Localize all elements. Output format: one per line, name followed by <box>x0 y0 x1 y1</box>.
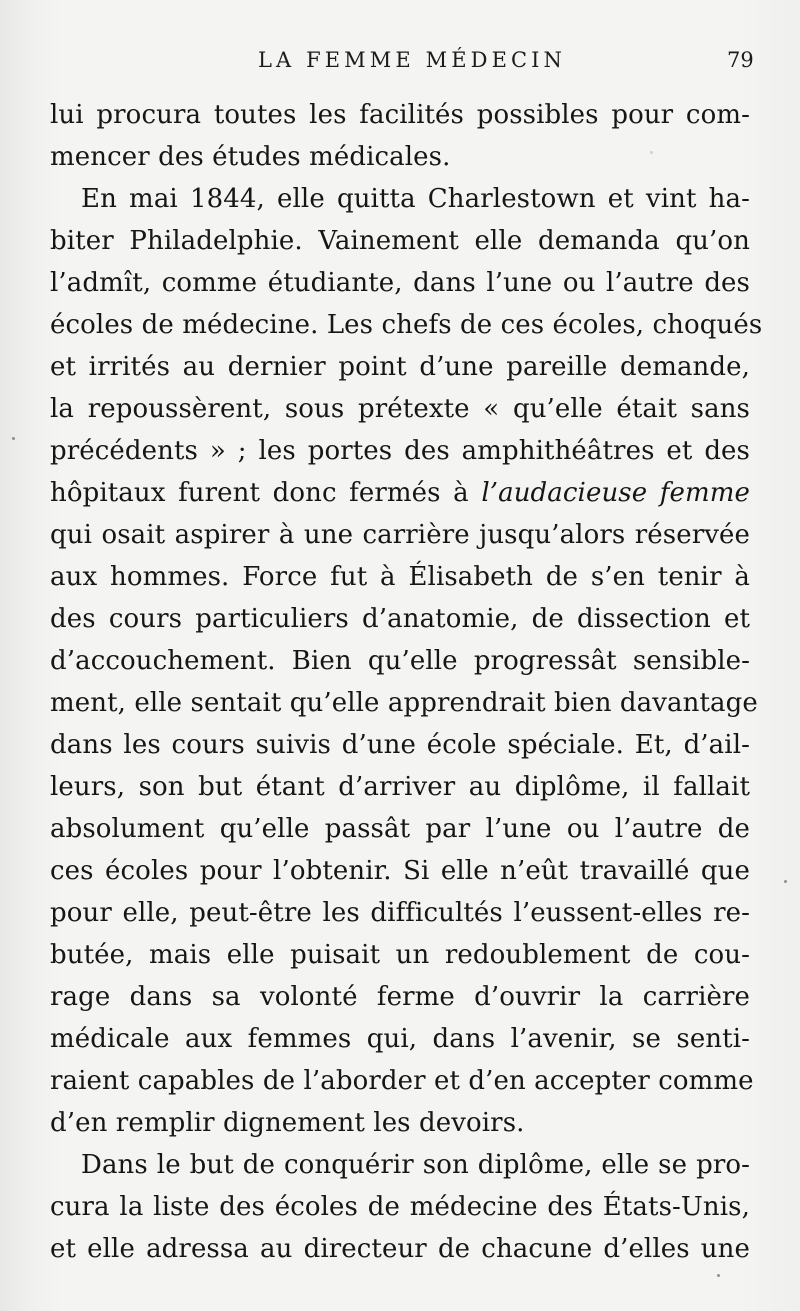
text-line-27: cura la liste des écoles de médecine des États-Unis, <box>50 1192 750 1222</box>
scan-speck <box>717 1274 720 1277</box>
text-line-11: qui osait aspirer à une carrière jusqu’alors réservée <box>50 520 750 550</box>
running-head-title: LA FEMME MÉDECIN <box>258 48 567 72</box>
text-line-13: des cours particuliers d’anatomie, de dissection et <box>50 604 750 634</box>
text-line-14: d’accouchement. Bien qu’elle progressât sensible- <box>50 646 750 676</box>
scan-speck <box>784 880 787 883</box>
text-line-17: leurs, son but étant d’arriver au diplôme, il fallait <box>50 772 750 802</box>
text-line-2: mencer des études médicales. <box>50 142 451 172</box>
running-head <box>0 45 800 81</box>
text-line-9: précédents » ; les portes des amphithéâtres et des <box>50 436 750 466</box>
scan-speck <box>12 437 15 440</box>
text-line-25: d’en remplir dignement les devoirs. <box>50 1108 525 1138</box>
text-line-3: En mai 1844, elle quitta Charlestown et vint ha- <box>81 184 750 214</box>
text-line-28: et elle adressa au directeur de chacune d’elles une <box>50 1234 750 1264</box>
text-line-10-roman: hôpitaux furent donc fermés à <box>50 478 482 508</box>
text-line-24: raient capables de l’aborder et d’en accepter comme <box>50 1066 754 1096</box>
body-text <box>50 94 763 1270</box>
text-line-15: ment, elle sentait qu’elle apprendrait bien davantage <box>50 688 758 718</box>
text-line-12: aux hommes. Force fut à Élisabeth de s’en tenir à <box>50 562 750 592</box>
text-line-7: et irrités au dernier point d’une pareille demande, <box>50 352 750 382</box>
text-line-10-italic: l’audacieuse femme <box>481 478 751 508</box>
text-line-5: l’admît, comme étudiante, dans l’une ou l’autre des <box>50 268 750 298</box>
text-line-21: butée, mais elle puisait un redoublement de cou- <box>50 940 750 970</box>
text-line-18: absolument qu’elle passât par l’une ou l’autre de <box>50 814 750 844</box>
text-line-26: Dans le but de conquérir son diplôme, elle se pro- <box>81 1150 750 1180</box>
text-line-1: lui procura toutes les facilités possibles pour com- <box>50 100 750 130</box>
text-line-20: pour elle, peut-être les difficultés l’eussent-elles re- <box>50 898 750 928</box>
page-number: 79 <box>727 48 754 72</box>
text-line-19: ces écoles pour l’obtenir. Si elle n’eût travaillé que <box>50 856 750 886</box>
text-line-10 <box>50 472 750 514</box>
text-line-23: médicale aux femmes qui, dans l’avenir, se senti- <box>50 1024 750 1054</box>
text-line-4: biter Philadelphie. Vainement elle demanda qu’on <box>50 226 750 256</box>
text-line-22: rage dans sa volonté ferme d’ouvrir la carrière <box>50 982 750 1012</box>
text-line-8: la repoussèrent, sous prétexte « qu’elle était sans <box>50 394 750 424</box>
text-line-6: écoles de médecine. Les chefs de ces écoles, choqués <box>50 310 763 340</box>
text-line-16: dans les cours suivis d’une école spéciale. Et, d’ail- <box>50 730 750 760</box>
